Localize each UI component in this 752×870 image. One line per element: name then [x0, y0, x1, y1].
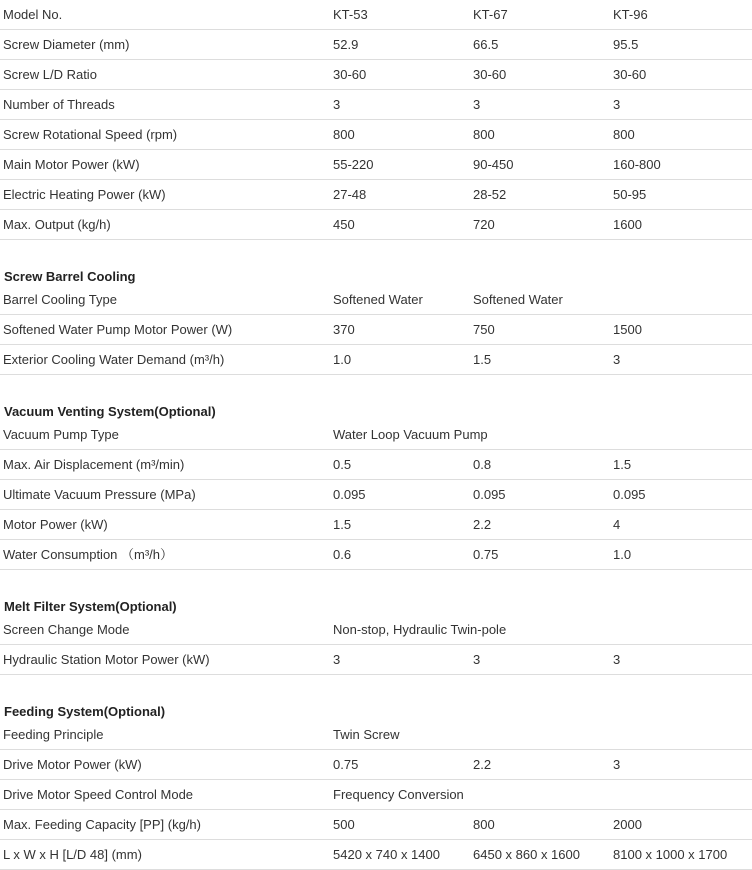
table-row	[0, 645, 752, 675]
value-model-3: 800	[613, 127, 635, 142]
value-model-1: 500	[333, 817, 355, 832]
row-label: Drive Motor Power (kW)	[3, 757, 142, 772]
table-row	[0, 345, 752, 375]
row-label: Number of Threads	[3, 97, 115, 112]
row-label: Ultimate Vacuum Pressure (MPa)	[3, 487, 196, 502]
value-model-1: 27-48	[333, 187, 367, 202]
value-model-3: 1.0	[613, 547, 632, 562]
value-model-2: 720	[473, 217, 495, 232]
value-model-2: 2.2	[473, 517, 492, 532]
value-model-3: 160-800	[613, 157, 661, 172]
value-model-1: 5420 x 740 x 1400	[333, 847, 440, 862]
value-model-3: 3	[613, 97, 621, 112]
value-model-2: 800	[473, 817, 495, 832]
value-model-3: 1600	[613, 217, 642, 232]
value-model-3: 3	[613, 352, 621, 367]
value-model-1: 370	[333, 322, 355, 337]
table-row	[0, 120, 752, 150]
value-model-2: 2.2	[473, 757, 492, 772]
value-model-3: 2000	[613, 817, 642, 832]
table-row	[0, 720, 752, 750]
value-model-1: 52.9	[333, 37, 359, 52]
row-label: Screw Rotational Speed (rpm)	[3, 127, 178, 142]
value-model-2: 3	[473, 97, 481, 112]
value-model-3: 50-95	[613, 187, 647, 202]
value-model-1: 55-220	[333, 157, 374, 172]
value-model-1: 0.5	[333, 457, 352, 472]
value-model-3: 4	[613, 517, 621, 532]
table-row	[0, 60, 752, 90]
table-row	[0, 285, 752, 315]
table-row	[0, 180, 752, 210]
value-model-3: 0.095	[613, 487, 646, 502]
row-label: Motor Power (kW)	[3, 517, 108, 532]
value-model-2: 0.75	[473, 547, 499, 562]
value-model-1: 3	[333, 652, 341, 667]
value-model-2: 1.5	[473, 352, 492, 367]
value-model-1: 800	[333, 127, 355, 142]
table-row	[0, 780, 752, 810]
row-label: Max. Output (kg/h)	[3, 217, 111, 232]
value-model-3: 1.5	[613, 457, 632, 472]
value-model-2: 0.095	[473, 487, 506, 502]
value-model-2: 6450 x 860 x 1600	[473, 847, 580, 862]
value-model-3: 95.5	[613, 37, 639, 52]
value-model-1: Softened Water	[333, 292, 423, 307]
value-model-3: 3	[613, 652, 621, 667]
table-row	[0, 480, 752, 510]
value-model-2: 30-60	[473, 67, 507, 82]
table-row	[0, 810, 752, 840]
header-model-2: KT-67	[473, 7, 508, 22]
value-model-1: 1.5	[333, 517, 352, 532]
row-label: Hydraulic Station Motor Power (kW)	[3, 652, 210, 667]
value-model-2: 90-450	[473, 157, 514, 172]
value-model-1: 30-60	[333, 67, 367, 82]
table-row	[0, 30, 752, 60]
header-model-1: KT-53	[333, 7, 368, 22]
table-row	[0, 420, 752, 450]
section-title: Screw Barrel Cooling	[4, 269, 136, 284]
value-model-2: 750	[473, 322, 495, 337]
spec-sections	[0, 240, 752, 870]
table-row	[0, 540, 752, 570]
value-model-3: 8100 x 1000 x 1700	[613, 847, 728, 862]
table-row	[0, 210, 752, 240]
row-label: Screw Diameter (mm)	[3, 37, 130, 52]
table-row	[0, 615, 752, 645]
section-title: Vacuum Venting System(Optional)	[4, 404, 216, 419]
table-row	[0, 90, 752, 120]
value-model-2: 3	[473, 652, 481, 667]
row-label: Screw L/D Ratio	[3, 67, 97, 82]
section-spacer	[0, 375, 752, 390]
value-model-1: Frequency Conversion	[333, 787, 464, 802]
value-model-1: 0.095	[333, 487, 366, 502]
value-model-1: 0.75	[333, 757, 359, 772]
table-row	[0, 510, 752, 540]
row-label: Max. Air Displacement (m³/min)	[3, 457, 185, 472]
value-model-1: 450	[333, 217, 355, 232]
table-row	[0, 315, 752, 345]
value-model-2: 0.8	[473, 457, 492, 472]
section-spacer	[0, 675, 752, 690]
row-label: Main Motor Power (kW)	[3, 157, 140, 172]
value-model-1: 1.0	[333, 352, 352, 367]
section-spacer	[0, 240, 752, 255]
value-model-2: 28-52	[473, 187, 507, 202]
table-row	[0, 450, 752, 480]
section-spacer	[0, 570, 752, 585]
value-model-3: 30-60	[613, 67, 647, 82]
row-label: Screen Change Mode	[3, 622, 130, 637]
row-label: Vacuum Pump Type	[3, 427, 119, 442]
row-label: Exterior Cooling Water Demand (m³/h)	[3, 352, 225, 367]
value-model-1: Non-stop, Hydraulic Twin-pole	[333, 622, 507, 637]
section-title: Melt Filter System(Optional)	[4, 599, 177, 614]
section-title: Feeding System(Optional)	[4, 704, 166, 719]
table-row	[0, 750, 752, 780]
value-model-2: Softened Water	[473, 292, 563, 307]
value-model-1: Twin Screw	[333, 727, 400, 742]
value-model-1: Water Loop Vacuum Pump	[333, 427, 488, 442]
value-model-3: 1500	[613, 322, 642, 337]
value-model-2: 800	[473, 127, 495, 142]
general-specs	[0, 30, 752, 240]
value-model-1: 0.6	[333, 547, 352, 562]
table-row	[0, 150, 752, 180]
value-model-1: 3	[333, 97, 341, 112]
header-label: Model No.	[3, 7, 63, 22]
row-label: Max. Feeding Capacity [PP] (kg/h)	[3, 817, 201, 832]
row-label: Electric Heating Power (kW)	[3, 187, 166, 202]
row-label: Drive Motor Speed Control Mode	[3, 787, 194, 802]
value-model-3: 3	[613, 757, 621, 772]
value-model-2: 66.5	[473, 37, 499, 52]
row-label: Water Consumption （m³/h）	[3, 547, 174, 562]
header-row	[0, 0, 752, 30]
row-label: L x W x H [L/D 48] (mm)	[3, 847, 142, 862]
header-model-3: KT-96	[613, 7, 648, 22]
row-label: Barrel Cooling Type	[3, 292, 117, 307]
row-label: Softened Water Pump Motor Power (W)	[3, 322, 233, 337]
row-label: Feeding Principle	[3, 727, 104, 742]
